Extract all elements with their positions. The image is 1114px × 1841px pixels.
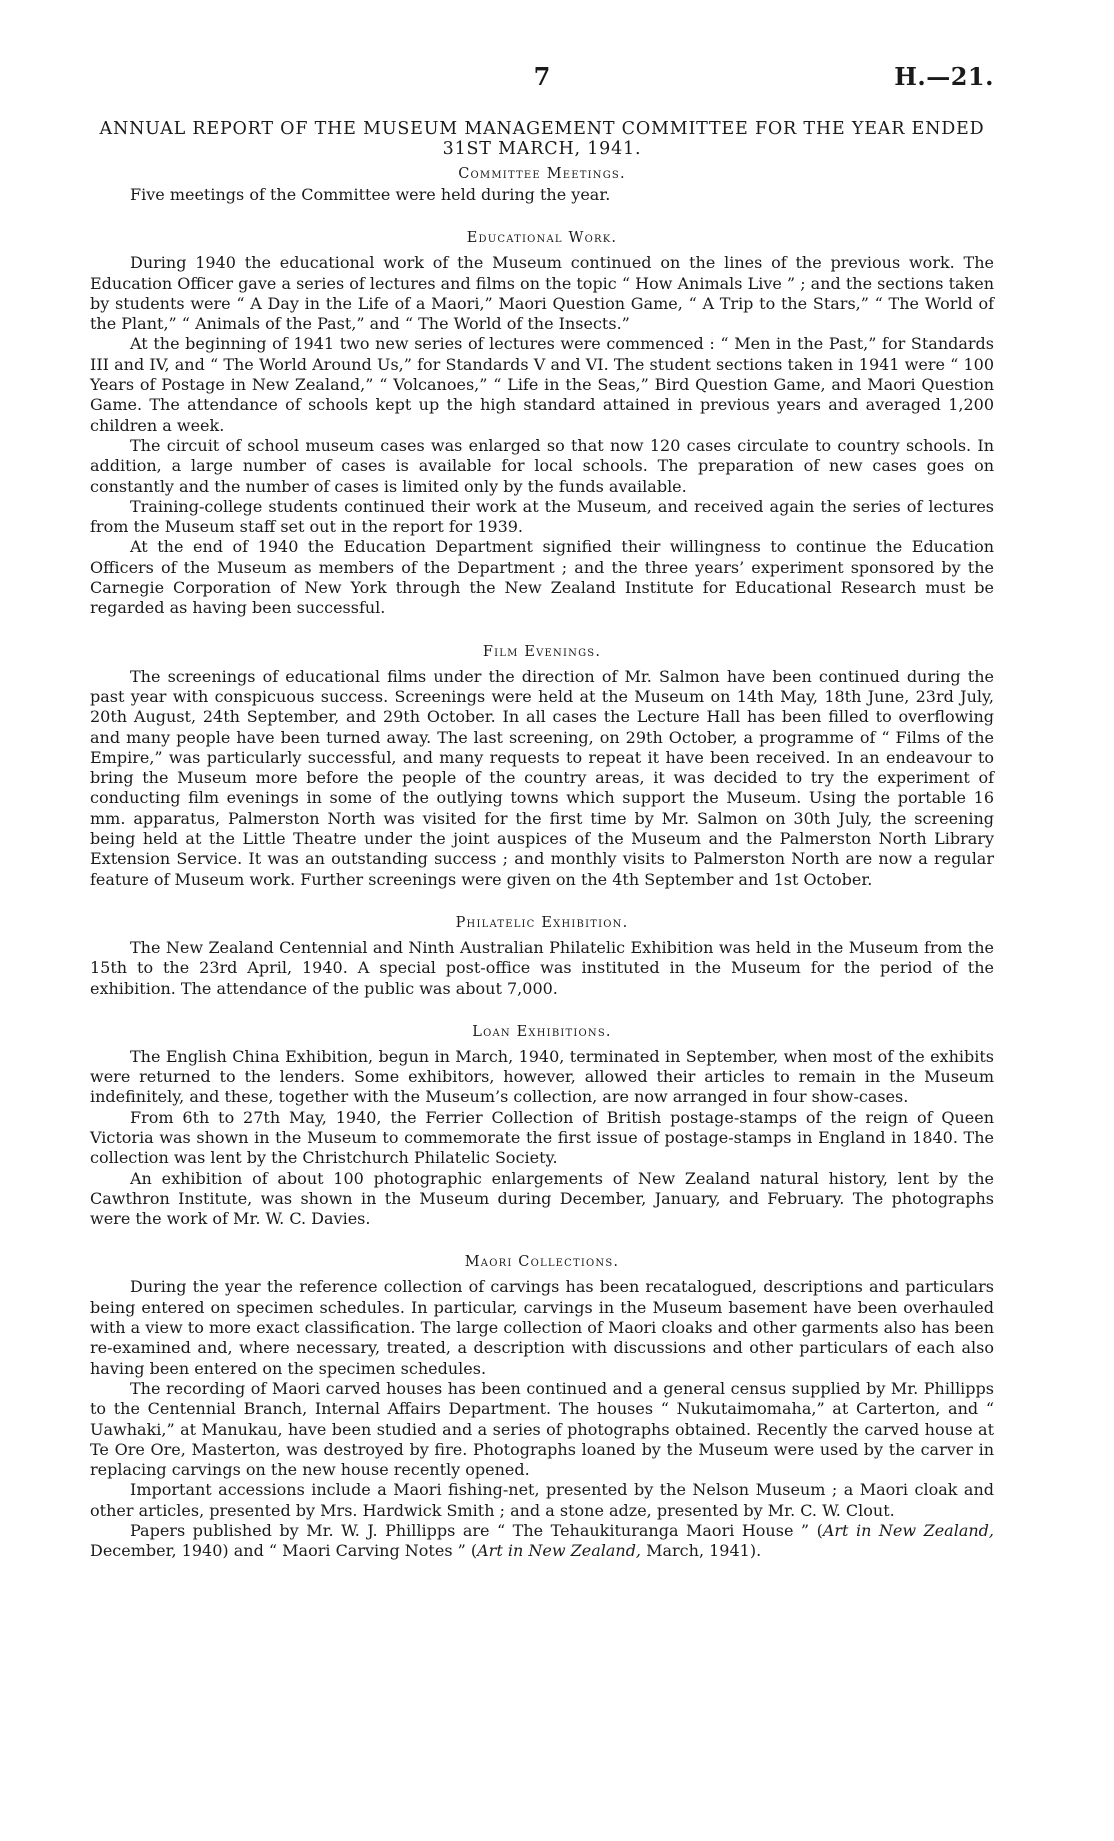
paragraph: Training-college students continued their work at the Museum, and received again the series of lectures from the Museum staff set out in the report for 1939.: [90, 496, 994, 537]
page-number: 7: [533, 62, 551, 91]
section-philatelic-exhibition: [90, 912, 994, 999]
section-heading: Committee Meetings.: [458, 166, 626, 182]
papers-lead-text: Papers published by Mr. W. J. Phillipps are “ The Tehaukituranga Maori House ” (: [130, 1521, 823, 1541]
paragraph: Important accessions include a Maori fishing-net, presented by the Nelson Museum ; a Maori cloak and other articles, presented by Mrs. Hardwick Smith ; and a stone adze, presented by Mr. C. W. Clout.: [90, 1480, 994, 1520]
papers-tail-text: March, 1941).: [641, 1541, 762, 1561]
section-loan-exhibitions: [90, 1021, 994, 1230]
paragraph: The circuit of school museum cases was enlarged so that now 120 cases circulate to country schools. In addition, a large number of cases is available for local schools. The preparation of new cases goes on constantly and the number of cases is limited only by the funds available.: [90, 435, 994, 496]
section-maori-collections: [90, 1251, 994, 1561]
document-reference: H.—21.: [894, 62, 994, 91]
report-title-line-2: 31ST MARCH, 1941.: [442, 139, 642, 159]
papers-mid-text: December, 1940) and “ Maori Carving Notes ” (: [90, 1541, 478, 1561]
section-film-evenings: [90, 641, 994, 890]
paragraph: During 1940 the educational work of the Museum continued on the lines of the previous work. The Education Officer gave a series of lectures and films on the topic “ How Animals Live ” ; and the sections taken by students were “ A Day in the Life of a Maori,” Maori Question Game, “ A Trip to the Stars,” “ The World of the Plant,” “ Animals of the Past,” and “ The World of the Insects.”: [90, 253, 994, 334]
section-heading: Philatelic Exhibition.: [455, 914, 629, 931]
document-page: [90, 0, 994, 1562]
paragraph: At the beginning of 1941 two new series of lectures were commenced : “ Men in the Past,” for Standards III and IV, and “ The World Around Us,” for Standards V and VI. The student sections taken in 1941 were “ 100 Years of Postage in New Zealand,” “ Volcanoes,” “ Life in the Seas,” Bird Question Game, and Maori Question Game. The attendance of schools kept up the high standard attained in previous years and averaged 1,200 children a week.: [90, 334, 994, 435]
section-committee-meetings: [90, 163, 994, 205]
paragraph: During the year the reference collection of carvings has been recatalogued, descriptions and particulars being entered on specimen schedules. In particular, carvings in the Museum basement have been overhauled with a view to more exact classification. The large collection of Maori cloaks and other garments also has been re-examined and, where necessary, treated, a description with discussions and other particulars of each also having been entered on the specimen schedules.: [90, 1277, 994, 1378]
paragraph: An exhibition of about 100 photographic enlargements of New Zealand natural history, lent by the Cawthron Institute, was shown in the Museum during December, January, and February. The photographs were the work of Mr. W. C. Davies.: [90, 1168, 994, 1229]
paragraph: From 6th to 27th May, 1940, the Ferrier Collection of British postage-stamps of the reign of Queen Victoria was shown in the Museum to commemorate the first issue of postage-stamps in England in 1840. The collection was lent by the Christchurch Philatelic Society.: [90, 1107, 994, 1168]
journal-title: Art in New Zealand,: [822, 1521, 994, 1541]
page-header: [90, 0, 994, 95]
section-heading: Maori Collections.: [464, 1254, 620, 1271]
section-heading: Educational Work.: [466, 230, 618, 247]
section-heading: Loan Exhibitions.: [472, 1023, 612, 1040]
paragraph: The New Zealand Centennial and Ninth Australian Philatelic Exhibition was held in the Museum from the 15th to the 23rd April, 1940. A special post-office was instituted in the Museum for the period of the exhibition. The attendance of the public was about 7,000.: [90, 937, 994, 998]
paragraph: At the end of 1940 the Education Department signified their willingness to continue the Education Officers of the Museum as members of the Department ; and the three years’ experiment sponsored by the Carnegie Corporation of New York through the New Zealand Institute for Educational Research must be regarded as having been successful.: [90, 537, 994, 618]
section-educational-work: [90, 227, 994, 618]
paragraph: The recording of Maori carved houses has been continued and a general census supplied by Mr. Phillipps to the Centennial Branch, Internal Affairs Department. The houses “ Nukutaimomaha,” at Carterton, and “ Uawhaki,” at Manukau, have been studied and a series of photographs obtained. Recently the carved house at Te Ore Ore, Masterton, was destroyed by fire. Photographs loaned by the Museum were used by the carver in replacing carvings on the new house recently opened.: [90, 1378, 994, 1480]
paragraph: The English China Exhibition, begun in March, 1940, terminated in September, when most of the exhibits were returned to the lenders. Some exhibitors, however, allowed their articles to remain in the Museum indefinitely, and these, together with the Museum’s collection, are now arranged in four show-cases.: [90, 1046, 994, 1107]
paragraph: The screenings of educational films under the direction of Mr. Salmon have been continued during the past year with conspicuous success. Screenings were held at the Museum on 14th May, 18th June, 23rd July, 20th August, 24th September, and 29th October. In all cases the Lecture Hall has been filled to overflowing and many people have been turned away. The last screening, on 29th October, a programme of “ Films of the Empire,” was particularly successful, and many requests to repeat it have been received. In an endeavour to bring the Museum more before the people of the country areas, it was decided to try the experiment of conducting film evenings in some of the outlying towns which support the Museum. Using the portable 16 mm. apparatus, Palmerston North was visited for the first time by Mr. Salmon on 30th July, the screening being held at the Little Theatre under the joint auspices of the Museum and the Palmerston North Library Extension Service. It was an outstanding success ; and monthly visits to Palmerston North are now a regular feature of Museum work. Further screenings were given on the 4th September and 1st October.: [90, 666, 994, 889]
report-title: [90, 119, 994, 159]
papers-paragraph: [90, 1521, 994, 1562]
section-heading: Film Evenings.: [482, 643, 602, 660]
report-title-line-1: ANNUAL REPORT OF THE MUSEUM MANAGEMENT COMMITTEE FOR THE YEAR ENDED: [99, 119, 985, 139]
paragraph: Five meetings of the Committee were held during the year.: [130, 185, 611, 204]
journal-title: Art in New Zealand,: [477, 1541, 642, 1561]
